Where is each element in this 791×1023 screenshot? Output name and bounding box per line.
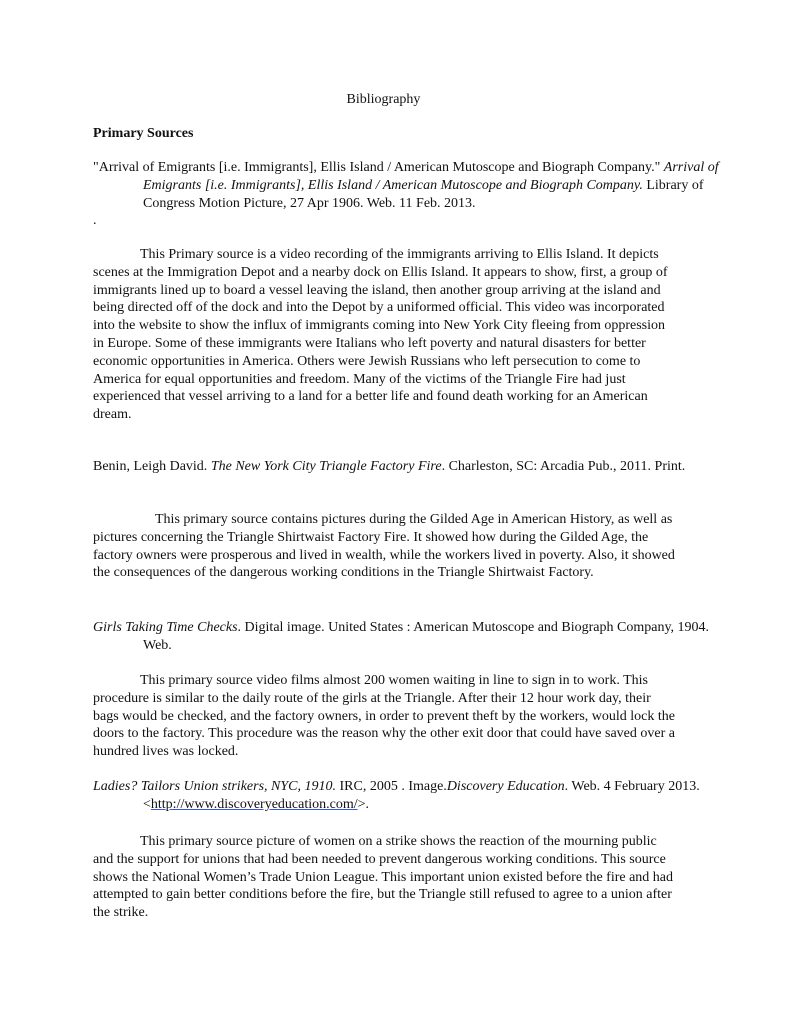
citation-title: The New York City Triangle Factory Fire [210, 459, 442, 474]
citation-arrival-of-emigrants: "Arrival of Emigrants [i.e. Immigrants], Ellis Island / American Mutoscope and Biograph Company." Arrival of Emigrants [i.e. Immigrants], Ellis Island / American Mutoscope and Biograph Company. Library of Congress Motion Picture, 27 Apr 1906. Web. 11 Feb. 2013. [93, 160, 719, 211]
citation-girls-taking-time-checks: Girls Taking Time Checks. Digital image. United States : American Mutoscope and Biograph Company, 1904. Web. [93, 620, 710, 653]
page-title: Bibliography [346, 92, 421, 107]
annotation-arrival-of-emigrants: This Primary source is a video recording of the immigrants arriving to Ellis Island. It depicts scenes at the Immigration Depot and a nearby dock on Ellis Island. It appears to show, first, a group of immigrants lined up to board a vessel leaving the island, then another group arriving at the island and being directed off of the dock and into the Depot by a uniformed official. This video was incorporated into the website to show the influx of immigrants coming into New York City fleeing from oppression in Europe. Some of these immigrants were Italians who left poverty and natural disasters for better economic opportunities in America. Others were Jewish Russians who left persecution to come to America for equal opportunities and freedom. Many of the victims of the Triangle Fire had just experienced that vessel arriving to a land for a better life and found death working for an American dream. [93, 247, 668, 423]
citation-title: Arrival of Emigrants [i.e. Immigrants], Ellis Island / American Mutoscope and Biograph Company. [143, 160, 719, 193]
citation-triangle-factory-fire: Benin, Leigh David. The New York City Triangle Factory Fire. Charleston, SC: Arcadia Pub., 2011. Print. [93, 459, 686, 474]
citation-title: Girls Taking Time Checks [93, 620, 238, 635]
citation-title: Ladies? Tailors Union strikers, NYC, 1910. [93, 779, 336, 794]
annotation-tailors-union-strikers: This primary source picture of women on a strike shows the reaction of the mourning public and the support for unions that had been needed to prevent dangerous working conditions. This source shows the National Women’s Trade Union League. This important union existed before the fire and had attempted to gain better conditions before the fire, but the Triangle still refused to agree to a union after the strike. [93, 834, 674, 921]
section-heading: Primary Sources [93, 126, 194, 141]
citation-tailors-union-strikers: Ladies? Tailors Union strikers, NYC, 1910. IRC, 2005 . Image.Discovery Education. Web. 4 February 2013. <http://www.discoveryeducation.com/>. [93, 779, 700, 812]
citation-publication: Discovery Education [446, 779, 565, 794]
annotation-triangle-factory-fire: This primary source contains pictures during the Gilded Age in American History, as well as pictures concerning the Triangle Shirtwaist Factory Fire. It showed how during the Gilded Age, the factory owners were prosperous and lived in wealth, while the workers lived in poverty. Also, it showed the consequences of the dangerous working conditions in the Triangle Shirtwaist Factory. [93, 512, 675, 581]
stray-period: . [93, 213, 97, 228]
discovery-education-link[interactable]: http://www.discoveryeducation.com/ [150, 796, 358, 812]
annotation-girls-taking-time-checks: This primary source video films almost 200 women waiting in line to sign in to work. This procedure is similar to the daily route of the girls at the Triangle. After their 12 hour work day, their bags would be checked, and the factory owners, in order to prevent theft by the workers, would lock the doors to the factory. This procedure was the reason why the other exit door that could have saved over a hundred lives was locked. [93, 673, 675, 760]
